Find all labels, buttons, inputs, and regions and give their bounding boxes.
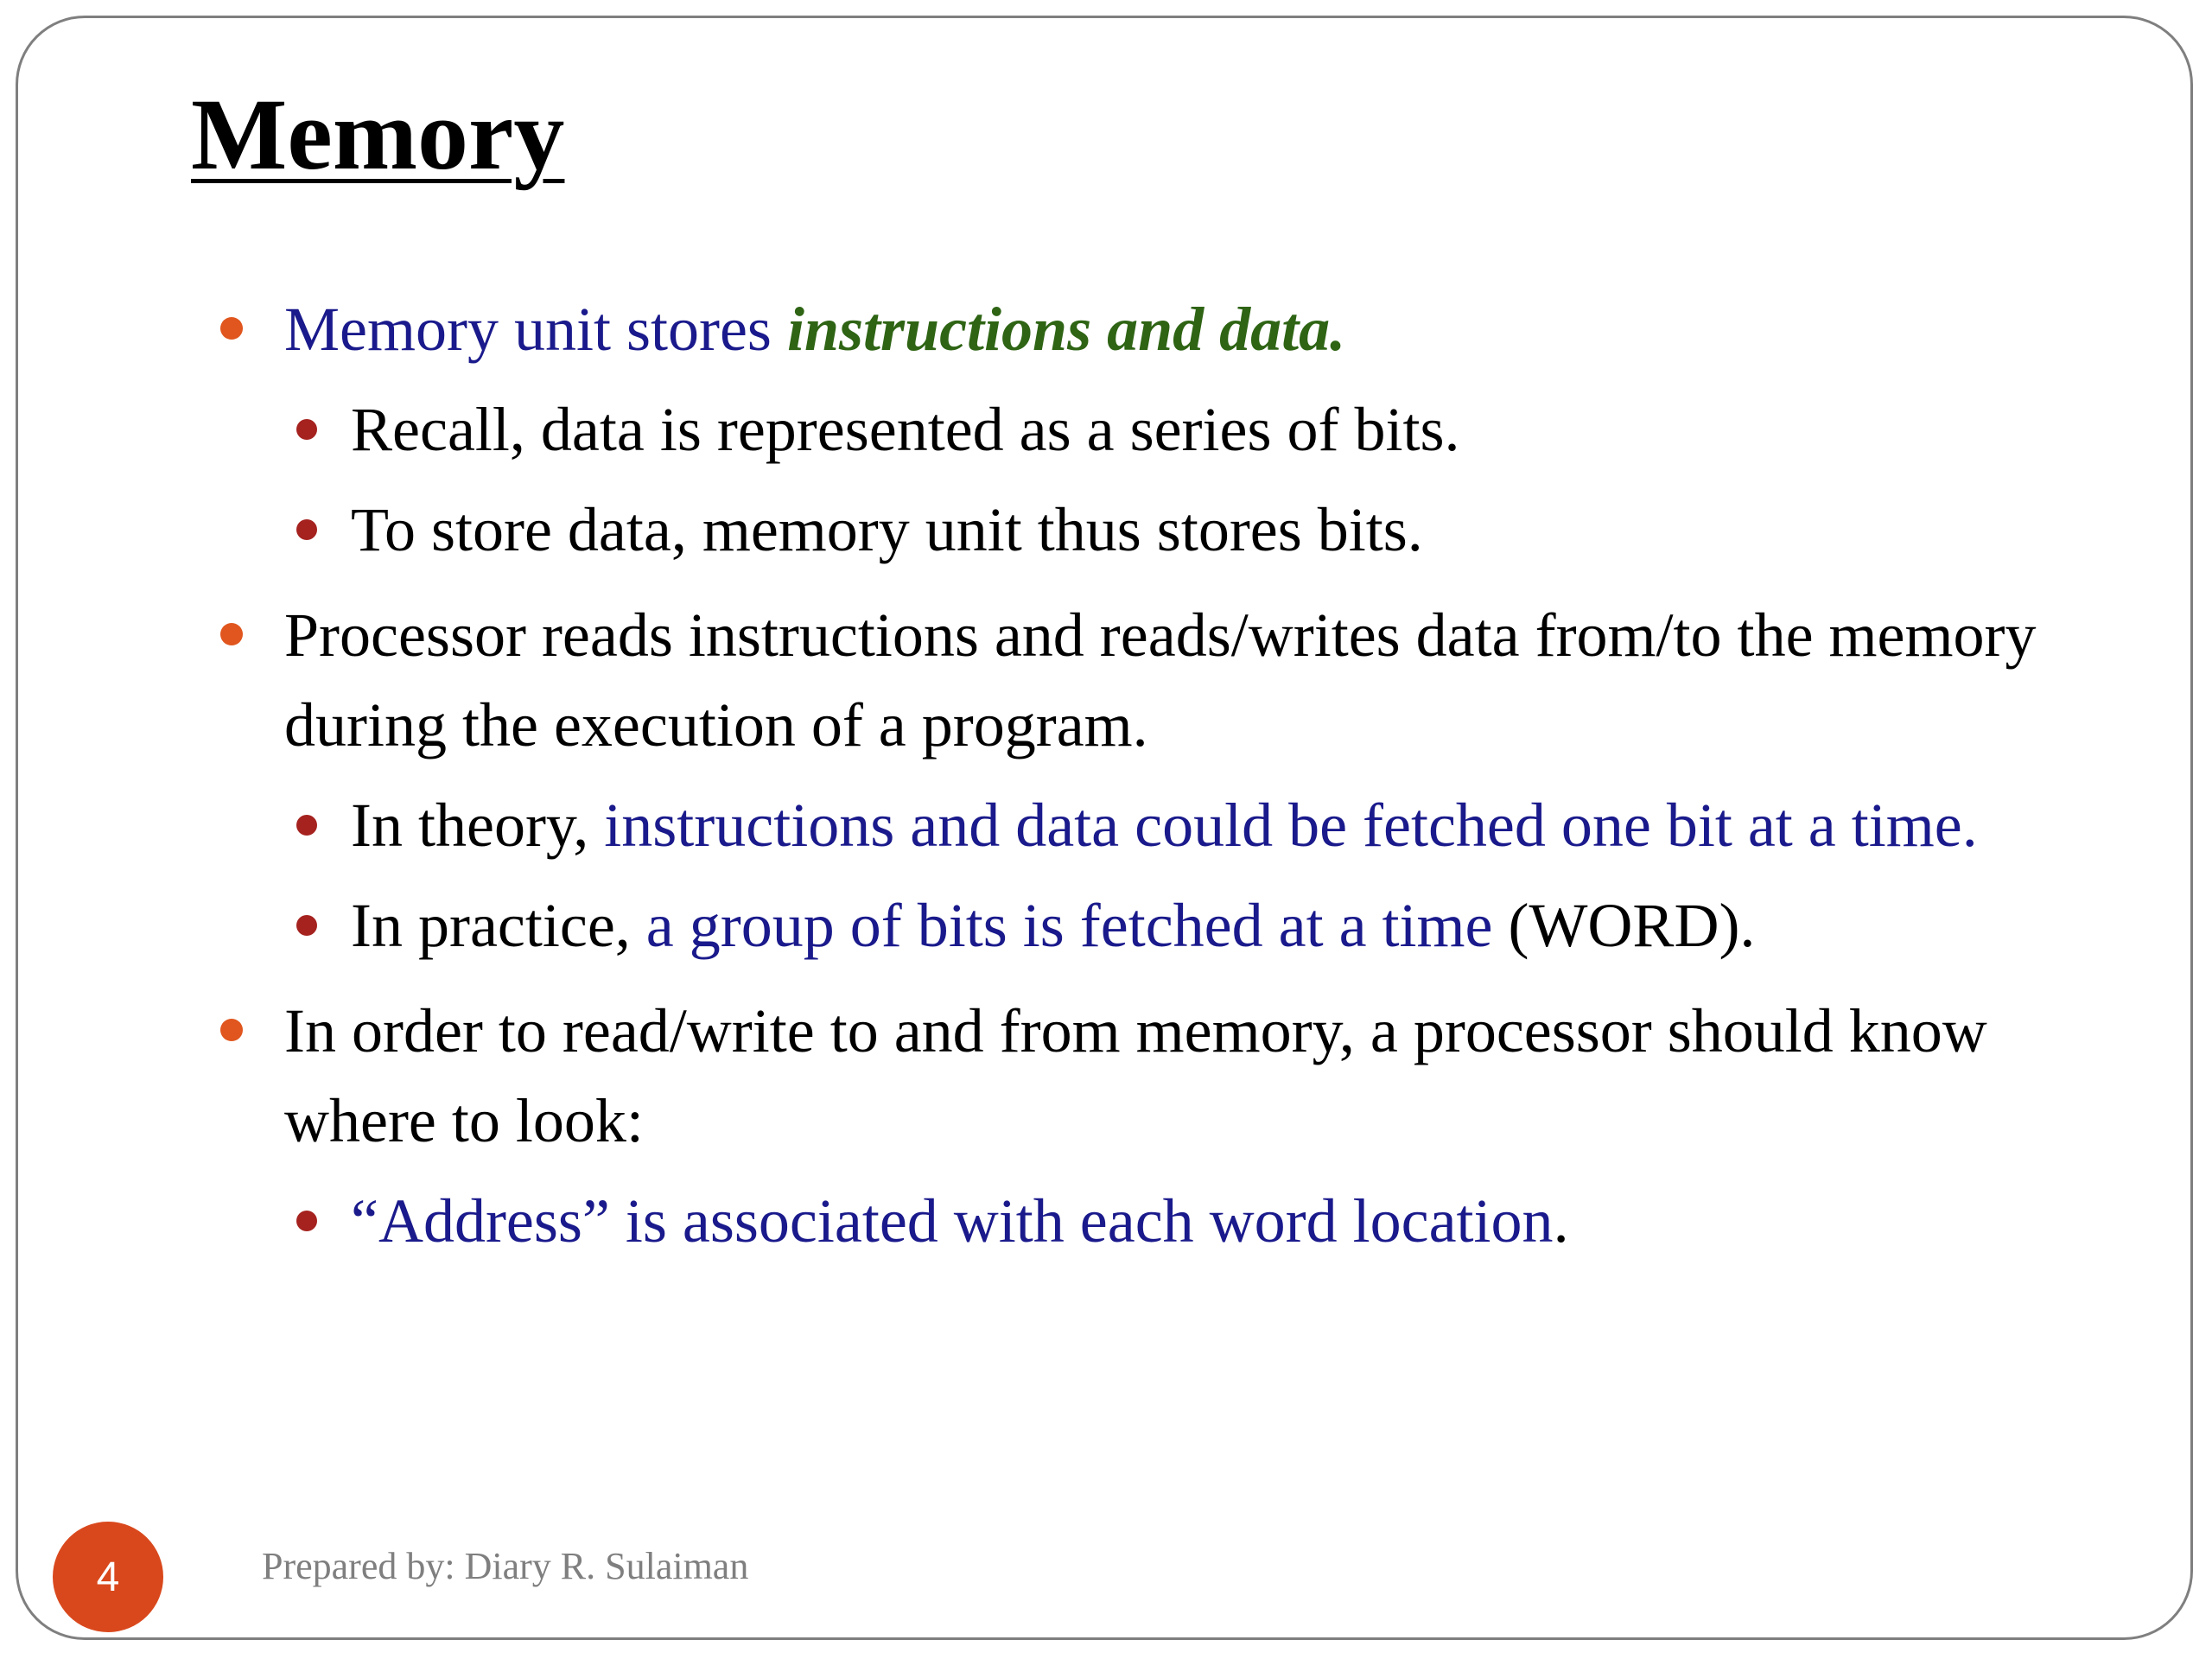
sub-bullet-item — [217, 880, 2075, 970]
bullet-text-tail: . — [1553, 1186, 1569, 1255]
sub-bullet-item — [217, 385, 2075, 474]
bullet-emphasis: instructions and data. — [786, 295, 1346, 364]
bullet-dot-icon — [220, 623, 243, 645]
slide-title: Memory — [191, 78, 565, 191]
footer-credit: Prepared by: Diary R. Sulaiman — [262, 1545, 749, 1587]
sub-bullet-item — [217, 1176, 2075, 1266]
bullet-dot-icon — [220, 317, 243, 340]
bullet-text: In order to read/write to and from memory, a processor should know where to look: — [284, 996, 1987, 1155]
slide — [16, 16, 2193, 1640]
bullet-dot-icon — [220, 1019, 243, 1041]
bullet-highlight: instructions and data could be fetched one bit at a time. — [604, 791, 1978, 860]
bullet-text: Recall, data is represented as a series of bits. — [351, 395, 1460, 464]
bullet-text: In theory, — [351, 791, 605, 860]
bullet-text: In practice, — [351, 891, 646, 960]
sub-bullet-dot-icon — [296, 815, 317, 836]
bullet-highlight: “Address” is associated with each word location — [351, 1186, 1554, 1255]
bullet-text: Memory unit stores — [284, 295, 787, 364]
bullet-item — [217, 590, 2075, 770]
sub-bullet-item — [217, 485, 2075, 575]
bullet-highlight: a group of bits is fetched at a time — [645, 891, 1493, 960]
sub-bullet-dot-icon — [296, 519, 317, 540]
sub-bullet-dot-icon — [296, 1211, 317, 1231]
bullet-item — [217, 284, 2075, 374]
bullet-text-tail: (WORD). — [1492, 891, 1756, 960]
bullet-text: To store data, memory unit thus stores bits. — [351, 495, 1423, 564]
bullet-list — [217, 269, 2075, 1266]
bullet-item — [217, 986, 2075, 1166]
sub-bullet-item — [217, 780, 2075, 870]
bullet-text: Processor reads instructions and reads/writes data from/to the memory during the execution of a program. — [284, 601, 2037, 760]
sub-bullet-dot-icon — [296, 419, 317, 440]
page-number-badge — [53, 1522, 163, 1632]
page-number: 4 — [96, 1554, 120, 1600]
sub-bullet-dot-icon — [296, 915, 317, 936]
